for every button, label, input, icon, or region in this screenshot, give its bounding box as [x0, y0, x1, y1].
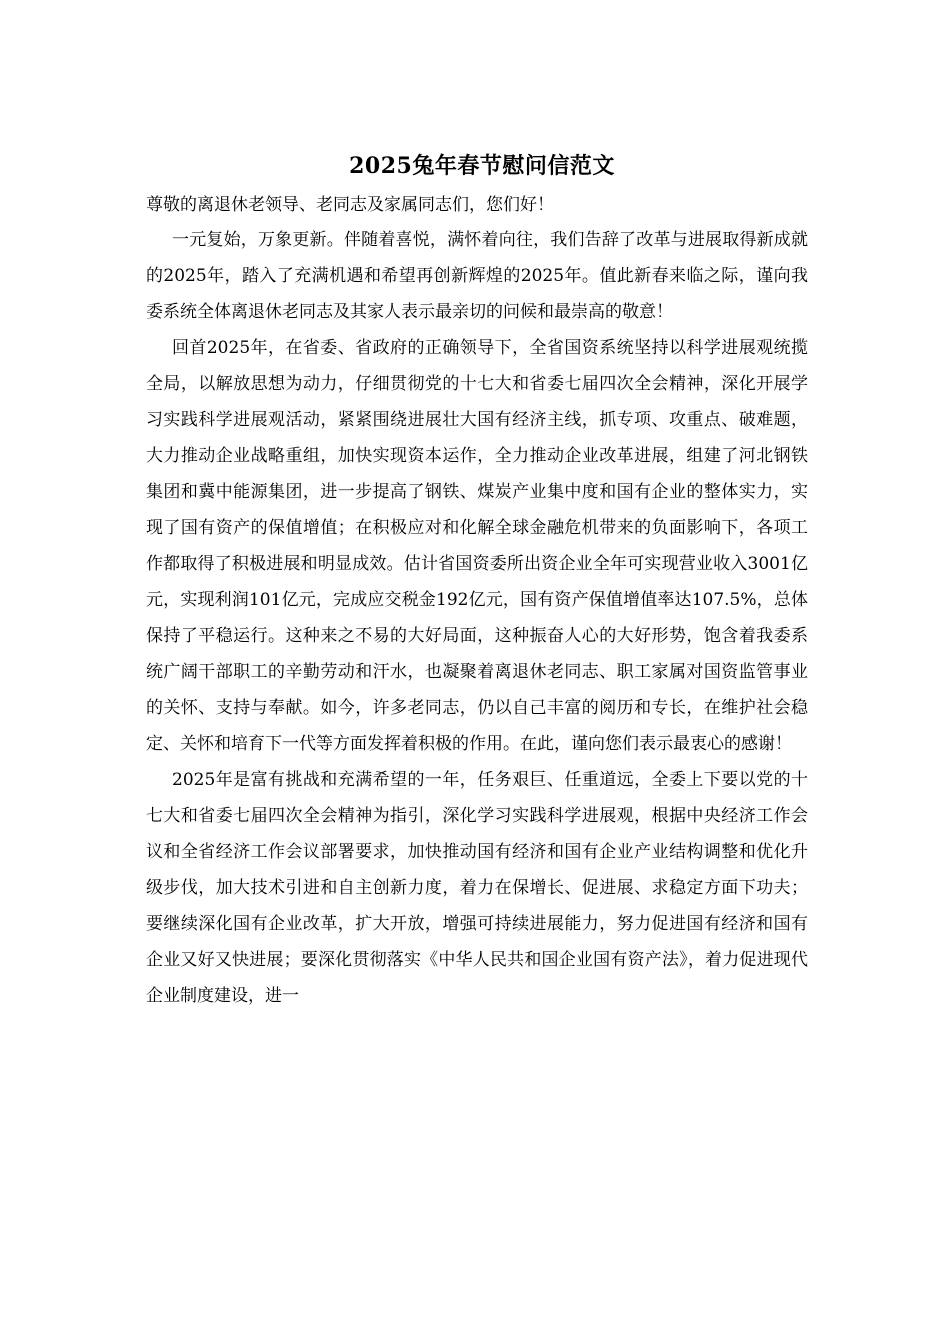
salutation: 尊敬的离退休老领导、老同志及家属同志们，您们好！ — [146, 195, 554, 215]
paragraph-greeting: 一元复始，万象更新。伴随着喜悦，满怀着向往，我们告辞了改革与进展取得新成就的2025年，踏入了充满机遇和希望再创新辉煌的2025年。值此新春来临之际，谨向我委系统全体离退休老同志及其家人表示最亲切的问候和最崇高的敬意！ — [146, 230, 808, 322]
document-page — [146, 150, 808, 1014]
paragraph-outlook: 2025年是富有挑战和充满希望的一年，任务艰巨、任重道远，全委上下要以党的十七大和省委七届四次全会精神为指引，深化学习实践科学进展观，根据中央经济工作会议和全省经济工作会议部署要求，加快推动国有经济和国有企业产业结构调整和优化升级步伐，加大技术引进和自主创新力度，着力在保增长、促进展、求稳定方面下功夫；要继续深化国有企业改革，扩大开放，增强可持续进展能力，努力促进国有经济和国有企业又好又快进展；要深化贯彻落实《中华人民共和国企业国有资产法》，着力促进现代企业制度建设，进一 — [146, 770, 808, 1006]
document-title: 2025兔年春节慰问信范文 — [349, 153, 615, 179]
paragraph-review: 回首2025年，在省委、省政府的正确领导下，全省国资系统坚持以科学进展观统揽全局，以解放思想为动力，仔细贯彻党的十七大和省委七届四次全会精神，深化开展学习实践科学进展观活动，紧紧围绕进展壮大国有经济主线，抓专项、攻重点、破难题，大力推动企业战略重组，加快实现资本运作，全力推动企业改革进展，组建了河北钢铁集团和冀中能源集团，进一步提高了钢铁、煤炭产业集中度和国有企业的整体实力，实现了国有资产的保值增值；在积极应对和化解全球金融危机带来的负面影响下，各项工作都取得了积极进展和明显成效。估计省国资委所出资企业全年可实现营业收入3001亿元，实现利润101亿元，完成应交税金192亿元，国有资产保值增值率达107.5%，总体保持了平稳运行。这种来之不易的大好局面，这种振奋人心的大好形势，饱含着我委系统广阔干部职工的辛勤劳动和汗水，也凝聚着离退休老同志、职工家属对国资监管事业的关怀、支持与奉献。如今，许多老同志，仍以自己丰富的阅历和专长，在维护社会稳定、关怀和培育下一代等方面发挥着积极的作用。在此，谨向您们表示最衷心的感谢！ — [146, 338, 808, 754]
